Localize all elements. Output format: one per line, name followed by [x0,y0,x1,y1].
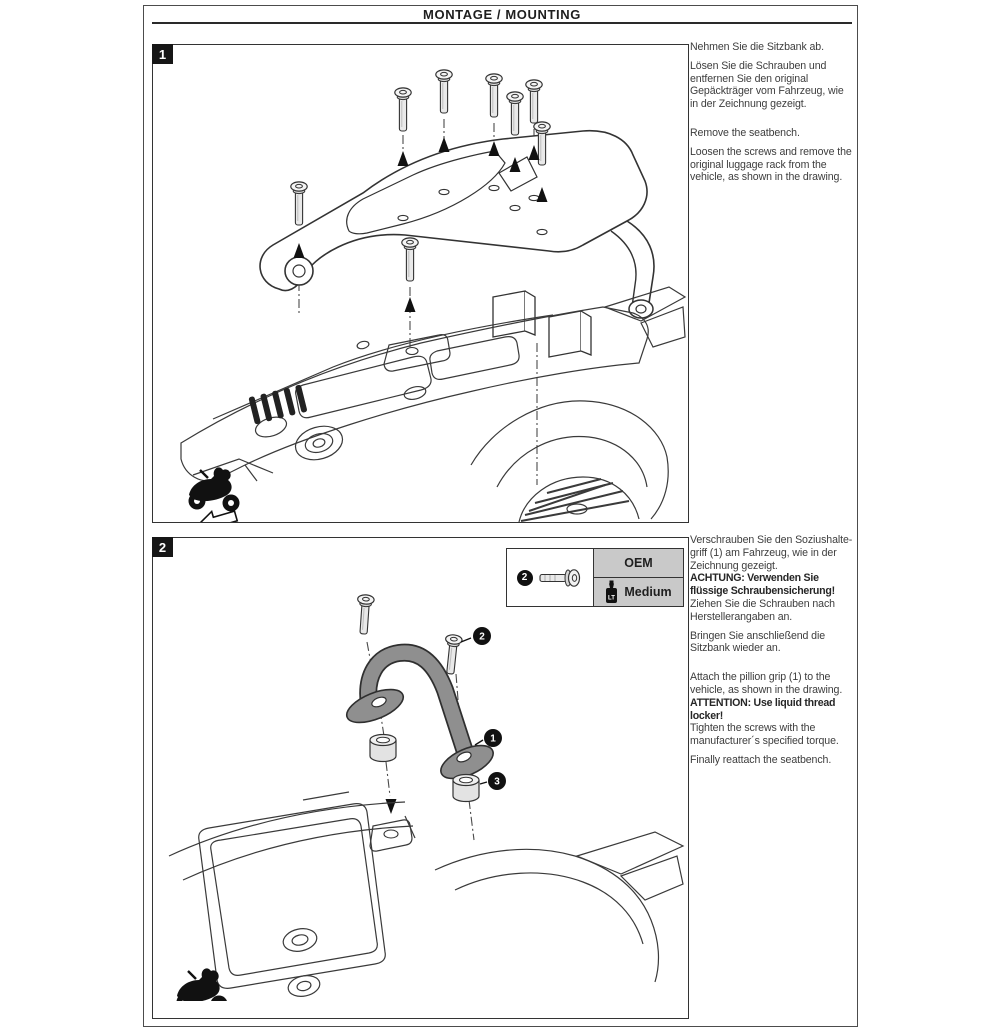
step2-en-p1: Attach the pillion grip (1) to the vehicle, as shown in the drawing. [690,671,843,696]
legend-torque-cell [594,577,683,606]
legend-torque-label: Medium [624,585,672,599]
svg-text:2: 2 [479,631,485,643]
parts-legend-table [506,548,684,607]
step2-en-p2: Tighten the screws with the manufacturer´s specified torque. [690,722,839,748]
step1-badge: 1 [152,44,173,64]
step2-instructions [690,534,853,773]
step2-panel [152,537,689,1019]
step2-de-attention: ACHTUNG: Verwenden Sie flüssige Schraubensicherung! [690,572,835,598]
step2-de-p1: Verschrauben Sie den Soziushalte-griff (1) am Fahrzeug, wie in der Zeichnung gezeigt. [690,534,853,572]
title-divider [152,22,852,24]
page-title: MONTAGE / MOUNTING [423,7,581,22]
arrow-down-icon [386,799,397,814]
motorcycle-rider-icon [177,968,228,1001]
screw-icon [538,568,584,588]
step2-de-p2: Ziehen Sie die Schrauben nach Herstellerangaben an. [690,597,835,623]
step2-de-p3: Bringen Sie anschließend die Sitzbank wieder an. [690,629,826,655]
legend-oem-cell [594,549,683,577]
pillion-grip [342,653,498,786]
svg-text:LT: LT [608,595,616,602]
step1-instructions [690,41,853,190]
step1-panel [152,44,689,523]
step1-drawing [153,45,688,522]
legend-oem-label: OEM [624,556,653,570]
svg-text:1: 1 [490,733,496,745]
step2-drawing [153,538,688,1001]
motorcycle-rear-drawing [181,287,685,522]
luggage-rack-icon [260,131,654,357]
legend-part-cell [507,549,594,606]
step2-badge: 2 [152,537,173,557]
svg-text:3: 3 [494,776,500,788]
motorcycle-rear-drawing [169,792,683,999]
motorcycle-rider-icon [189,467,240,522]
thread-locker-bottle-icon [605,580,618,604]
step1-de-p1: Nehmen Sie die Sitzbank ab. [690,41,824,53]
legend-spec-column [594,549,683,606]
step2-en-attention: ATTENTION: Use liquid thread locker! [690,696,836,722]
step1-en-p2: Loosen the screws and remove the original luggage rack from the vehicle, as shown in the drawing. [690,145,852,184]
step1-en-p1: Remove the seatbench. [690,126,800,139]
step1-de-p2: Lösen Sie die Schrauben und entfernen Sie den original Gepäckträger vom Fahrzeug, wie in der Zeichnung gezeigt. [690,59,844,111]
legend-item-badge: 2 [517,570,533,586]
step2-en-p3: Finally reattach the seatbench. [690,753,832,766]
